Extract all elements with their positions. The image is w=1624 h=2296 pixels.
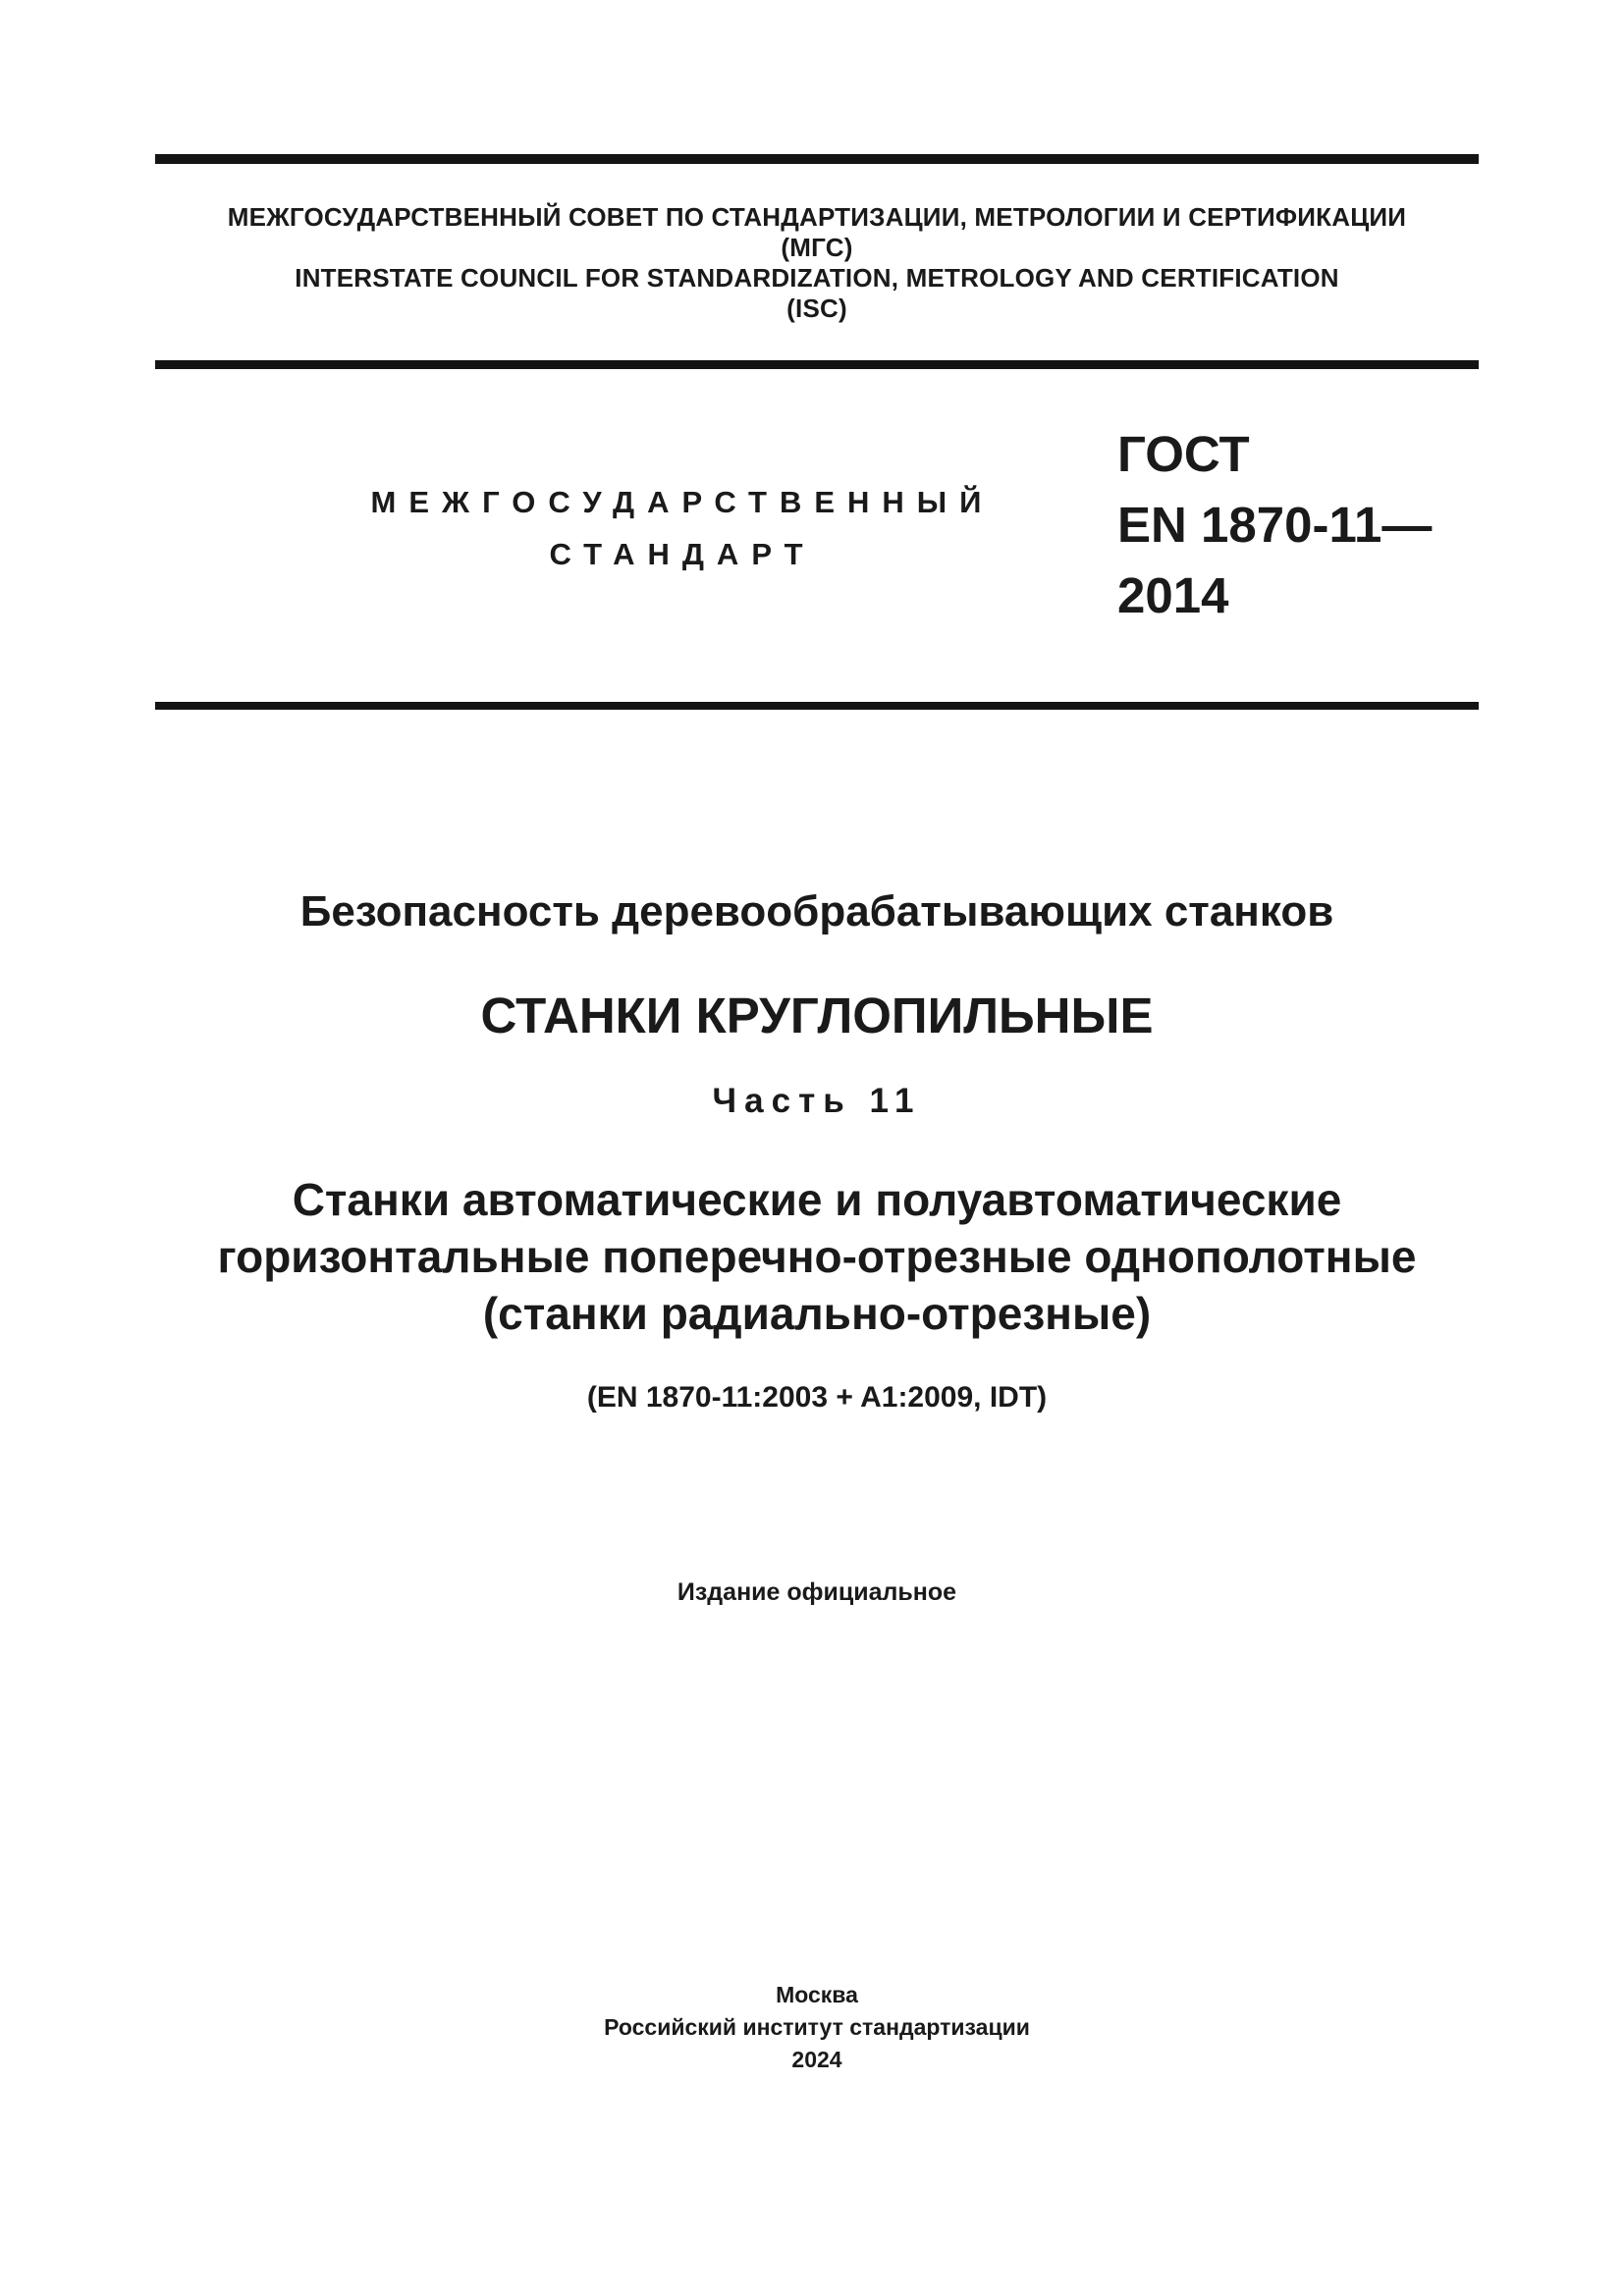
middle-rule [155, 360, 1479, 369]
council-name-en: INTERSTATE COUNCIL FOR STANDARDIZATION, METROLOGY AND CERTIFICATION [295, 263, 1339, 293]
standard-type [324, 476, 1041, 580]
publisher-city: Москва [776, 1982, 858, 2007]
subtitle-line2: горизонтальные поперечно-отрезные однополотные [217, 1231, 1417, 1282]
designation-line1: ГОСТ [1117, 426, 1250, 482]
council-name-ru: МЕЖГОСУДАРСТВЕННЫЙ СОВЕТ ПО СТАНДАРТИЗАЦИИ, МЕТРОЛОГИИ И СЕРТИФИКАЦИИ [227, 202, 1407, 232]
topic-title: Безопасность деревообрабатывающих станков [299, 887, 1334, 935]
council-header [155, 202, 1479, 324]
publisher-block [155, 1979, 1479, 2076]
standard-type-line2: СТАНДАРТ [549, 537, 816, 571]
designation-line3: 2014 [1117, 567, 1229, 623]
subtitle [155, 1171, 1479, 1342]
top-rule [155, 154, 1479, 164]
publisher-institute: Российский институт стандартизации [604, 2014, 1030, 2040]
main-title: СТАНКИ КРУГЛОПИЛЬНЫЕ [480, 988, 1154, 1043]
en-reference: (EN 1870-11:2003 + A1:2009, IDT) [586, 1381, 1048, 1414]
council-abbr-en: (ISC) [786, 294, 847, 323]
subtitle-line1: Станки автоматические и полуавтоматические [292, 1174, 1342, 1225]
standard-designation [1117, 419, 1432, 631]
part-number: Часть 11 [712, 1082, 922, 1120]
council-abbr-ru: (МГС) [781, 233, 853, 262]
subtitle-line3: (станки радиально-отрезные) [482, 1288, 1152, 1339]
bottom-rule [155, 702, 1479, 710]
edition-label: Издание официальное [677, 1578, 957, 1606]
standard-type-line1: МЕЖГОСУДАРСТВЕННЫЙ [370, 485, 995, 519]
designation-line2: EN 1870-11— [1117, 497, 1433, 553]
publisher-year: 2024 [791, 2047, 842, 2072]
